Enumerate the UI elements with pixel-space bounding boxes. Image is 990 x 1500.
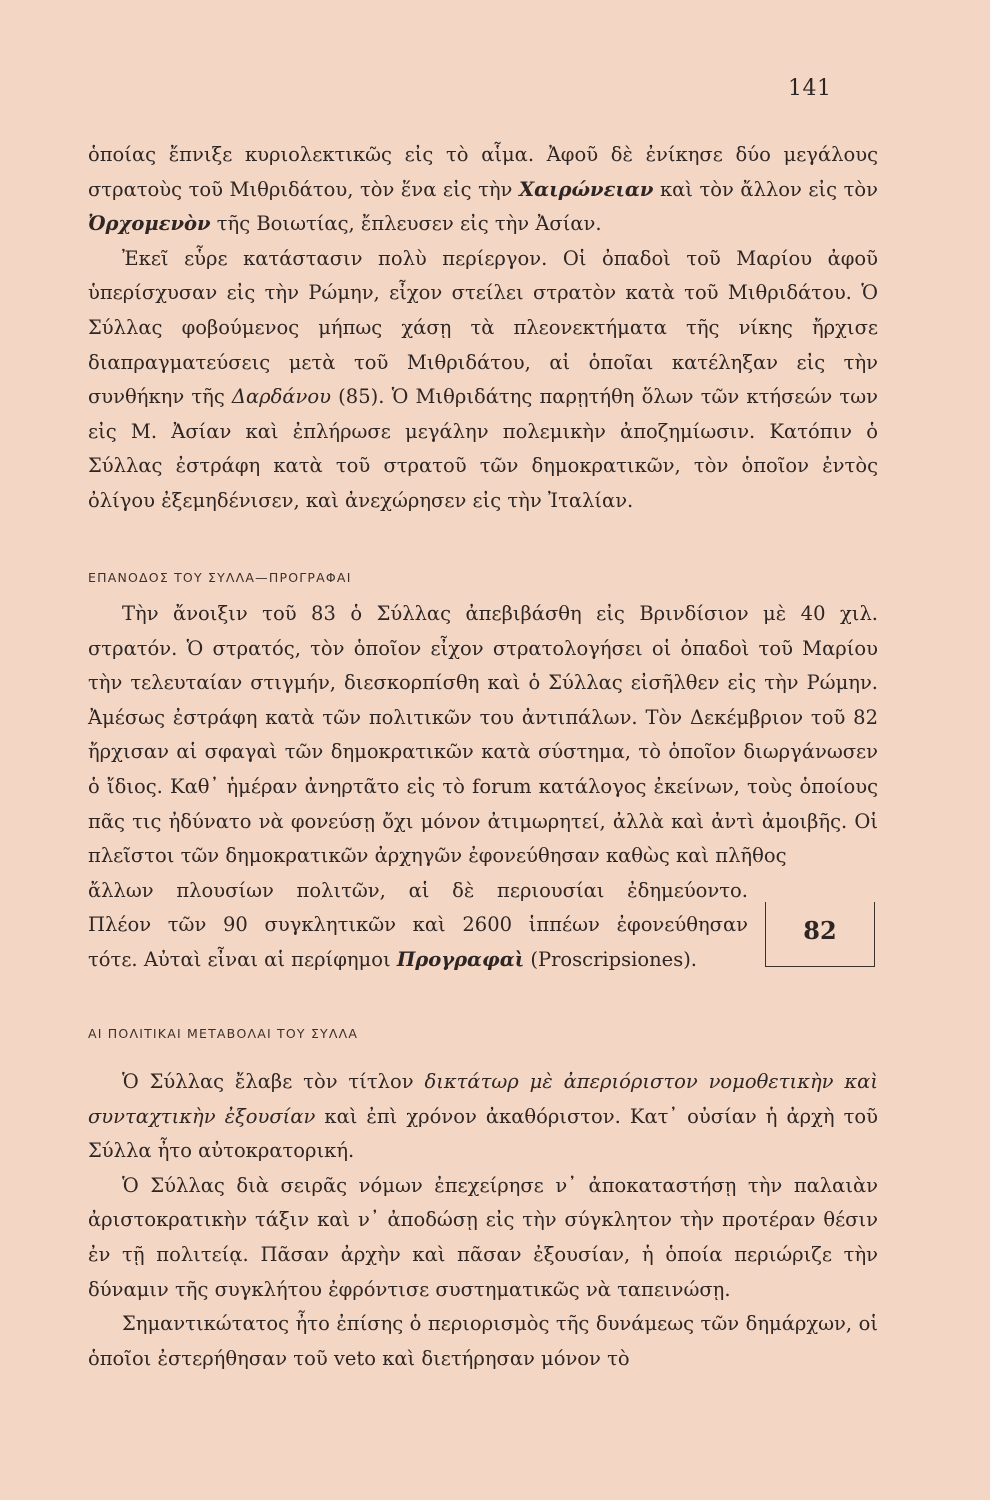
text-run: Σημαντικώτατος ἦτο ἐπίσης ὁ περιορισμὸς τῆς δυνάμεως τῶν δημάρχων, οἱ ὁποῖοι ἐστερήθησαν τοῦ veto καὶ διετήρησαν μόνον τὸ [88,1312,878,1370]
margin-date-label: 82 [803,916,837,945]
section-heading-political-changes: ΑΙ ΠΟΛΙΤΙΚΑΙ ΜΕΤΑΒΟΛΑΙ ΤΟΥ ΣΥΛΛΑ [88,1026,359,1041]
emphasized-term: Προγραφαὶ [396,947,525,971]
text-run: (85). Ὁ Μιθριδάτης παρῃτήθη ὅλων τῶν κτήσεών των εἰς Μ. Ἀσίαν καὶ ἐπλήρωσε μεγάλην πολεμικὴν ἀποζημίωσιν. Κατόπιν ὁ Σύλλας ἐστράφη κατὰ τοῦ στρατοῦ τῶν δημοκρατικῶν, τὸν ὁποῖον ἐντὸς ὀλίγου ἐξεμηδένισεν, καὶ ἀνεχώρησεν εἰς τὴν Ἰταλίαν. [88,385,878,512]
text-run: Ὁ Σύλλας ἔλαβε τὸν τίτλον [122,1070,425,1093]
emphasized-term: Χαιρώνειαν [518,177,654,201]
paragraph [88,1307,878,1376]
paragraph-line [88,874,878,909]
paragraph-block-proscriptions [88,597,878,978]
paragraph-line [88,943,878,978]
paragraph [88,1065,878,1169]
text-run: Τὴν ἄνοιξιν τοῦ 83 ὁ Σύλλας ἀπεβιβάσθη εἰς Βρινδίσιον μὲ 40 χιλ. στρατόν. Ὁ στρατός, τὸν ὁποῖον εἶχον στρατολογήσει οἱ ὀπαδοὶ τοῦ Μαρίου τὴν τελευταίαν στιγμήν, διεσκορπίσθη καὶ ὁ Σύλλας εἰσῆλθεν εἰς τὴν Ρώμην. Ἀμέσως ἐστράφη κατὰ τῶν πολιτικῶν του ἀντιπάλων. Τὸν Δεκέμβριον τοῦ 82 ἤρχισαν αἱ σφαγαὶ τῶν δημοκρατικῶν κατὰ σύστημα, τὸ ὁποῖον διωργάνωσεν ὁ ἴδιος. Καθ᾿ ἡμέραν ἀνηρτᾶτο εἰς τὸ forum κατάλογος ἐκείνων, τοὺς ὁποίους πᾶς τις ἠδύνατο νὰ φονεύσῃ ὄχι μόνον ἀτιμωρητεί, ἀλλὰ καὶ ἀντὶ ἀμοιβῆς. Οἱ πλεῖστοι τῶν δημοκρατικῶν ἀρχηγῶν ἐφονεύθησαν καθὼς καὶ πλῆθος [88,602,878,868]
text-run: (Proscripsiones). [524,947,698,971]
page-number: 141 [788,76,832,101]
italic-phrase: Δαρδάνου [231,385,331,409]
text-run: Ἐκεῖ εὗρε κατάστασιν πολὺ περίεργον. Οἱ ὀπαδοὶ τοῦ Μαρίου ἀφοῦ ὑπερίσχυσαν εἰς τὴν Ρώμην, εἶχον στείλει στρατὸν κατὰ τοῦ Μιθριδάτου. Ὁ Σύλλας φοβούμενος μήπως χάσῃ τὰ πλεονεκτήματα τῆς νίκης ἤρχισε διαπραγματεύσεις μετὰ τοῦ Μιθριδάτου, αἱ ὁποῖαι κατέληξαν εἰς τὴν συνθήκην τῆς [88,246,878,409]
section-heading-return-of-sulla: ΕΠΑΝΟΔΟΣ ΤΟΥ ΣΥΛΛΑ—ΠΡΟΓΡΑΦΑΙ [88,570,352,585]
narrow-line: ἄλλων πλουσίων πολιτῶν, αἱ δὲ περιουσίαι ἐδημεύοντο. [88,878,748,902]
text-run: Ὁ Σύλλας διὰ σειρᾶς νόμων ἐπεχείρησε ν᾿ ἀποκαταστήσῃ τὴν παλαιὰν ἀριστοκρατικὴν τάξιν καὶ ν᾿ ἀποδώσῃ εἰς τὴν σύγκλητον τὴν προτέραν θέσιν ἐν τῇ πολιτείᾳ. Πᾶσαν ἀρχὴν καὶ πᾶσαν ἐξουσίαν, ἡ ὁποία περιώριζε τὴν δύναμιν τῆς συγκλήτου ἐφρόντισε συστηματικῶς νὰ ταπεινώσῃ. [88,1173,878,1301]
paragraph [88,597,878,874]
text-run: τότε. Αὐταὶ εἶναι αἱ περίφημοι [88,947,397,971]
paragraph-block-political-changes [88,1065,878,1376]
paragraph-line [88,908,878,943]
paragraph [88,138,878,242]
emphasized-term: Ὀρχομενὸν [88,212,211,236]
text-run: καὶ τὸν ἄλλον εἰς τὸν [653,177,878,201]
text-run: ὁποίας ἔπνιξε κυριολεκτικῶς εἰς τὸ αἷμα. Ἀφοῦ δὲ ἐνίκησε δύο μεγάλους στρατοὺς τοῦ Μιθριδάτου, τὸν ἕνα εἰς τὴν [88,143,878,201]
text-run: καὶ ἐπὶ χρόνον ἀκαθόριστον. Κατ᾿ οὐσίαν ἡ ἀρχὴ τοῦ Σύλλα ἦτο αὐτοκρατορική. [88,1104,879,1163]
italic-phrase: δικτάτωρ μὲ ἀπεριόριστον νομοθετικὴν καὶ συνταχτικὴν ἐξουσίαν [88,1070,878,1128]
paragraph-block-mithridates [88,138,878,519]
narrow-line: Πλέον τῶν 90 συγκλητικῶν καὶ 2600 ἱππέων ἐφονεύθησαν [88,913,748,937]
text-run: τῆς Βοιωτίας, ἔπλευσεν εἰς τὴν Ἀσίαν. [210,212,602,236]
margin-date-box [765,902,875,967]
paragraph [88,1169,878,1307]
paragraph [88,242,878,519]
